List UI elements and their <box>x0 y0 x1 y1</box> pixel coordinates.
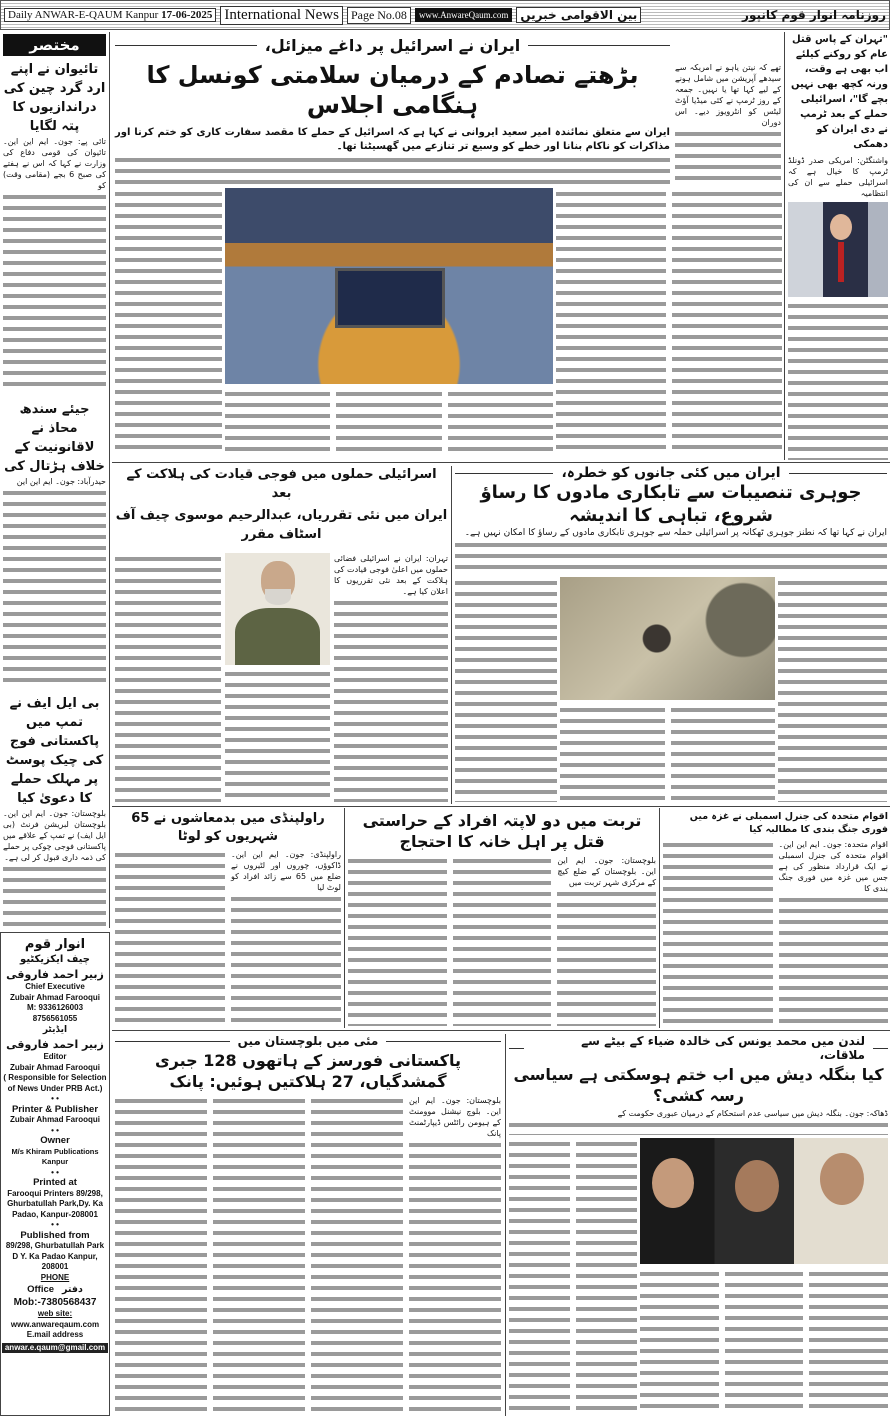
separator-dots: • • <box>51 1220 59 1229</box>
lead-body <box>115 188 222 456</box>
nuclear-body <box>455 577 557 802</box>
column-rule <box>505 1034 506 1416</box>
page-number: Page No.08 <box>347 7 411 24</box>
nuclear-intro <box>455 527 887 573</box>
bangladesh-headline: کیا بنگلہ دیش میں اب ختم ہوسکتی ہے سیاسی رسہ کشی؟ <box>513 1065 884 1105</box>
story-lead: تہران: ایران نے اسرائیلی فضائی حملوں میں اعلیٰ فوجی قیادت کی ہلاکت کے بعد نئی تقرریوں کا اعلان کیا ہے۔ <box>334 554 448 596</box>
imprint-name-urdu: زبیر احمد فاروقی <box>6 968 104 981</box>
trump-story-col2 <box>675 62 781 184</box>
brief-lead: حیدرآباد: جون۔ ایم این این <box>16 477 106 487</box>
editor-name-urdu: زبیر احمد فاروقی <box>6 1038 104 1051</box>
story-lead: بلوچستان: جون۔ ایم این این۔ بلوچستان کے ضلع کیچ کے مرکزی شہر تربت میں <box>557 856 656 887</box>
printer-title: Printer & Publisher <box>11 1103 99 1115</box>
lead-intro <box>115 126 670 184</box>
chief-exec-label: Chief Executive <box>25 982 85 991</box>
brief-body <box>3 808 106 926</box>
balochistan-headline: پاکستانی فورسز کے ہاتھوں 128 جبری گمشدگیاں، 27 ہلاکتیں ہوئیں: پانک <box>155 1051 461 1091</box>
story-lead: اقوام متحدہ: جون۔ ایم این این۔ اقوام متحدہ کی جنرل اسمبلی نے ایک قرارداد منظور کی ہے جس میں غزہ میں فوری جنگ بندی کا <box>778 840 888 893</box>
chief-exec-name: Zubair Ahmad Farooqui <box>10 992 100 1002</box>
website-link[interactable]: www.AnwareQaum.com <box>415 8 512 22</box>
turbat-headline: تربت میں دو لاپتہ افراد کے حراستی قتل پر اہل خانہ کا احتجاج <box>362 811 642 851</box>
section-rule <box>112 806 890 807</box>
intro-text: ایران نے کہا تھا کہ نطنز جوہری ٹھکانہ پر اسرائیلی حملہ سے جوہری تابکاری مادوں کے رساؤ کا امکان نہیں ہے۔ <box>464 528 887 538</box>
printed-at: Farooqui Printers 89/298, Ghurbatullah Park,Dy. Ka Padao, Kanpur-208001 <box>7 1188 103 1219</box>
column-rule <box>344 808 345 1028</box>
lead-kicker <box>115 36 670 55</box>
editor-label-urdu: ایڈیٹر <box>42 1025 68 1035</box>
appointment-kicker: اسرائیلی حملوں میں فوجی قیادت کی ہلاکت کے بعد <box>126 467 437 501</box>
appointment-body <box>225 668 330 802</box>
appointment-body <box>334 553 448 802</box>
published-title: Published from <box>20 1229 90 1241</box>
section-rule <box>112 1030 890 1031</box>
lead-body <box>556 188 782 456</box>
rawalpindi-story <box>115 810 341 1026</box>
story-lead: تھے کہ نیتن یاہو نے امریکہ سے سیدھے آپریشن میں شامل ہونے کے لیے کہا تھا یا نہیں۔ جمعہ کے روز ٹرمپ نے کئی میڈیا آؤٹ لیٹس کو انٹرویوز دیے۔ اس دوران <box>675 63 781 127</box>
imprint-box <box>0 932 110 1416</box>
masthead-logo: روزنامہ انوار قوم کانپور <box>742 8 886 22</box>
editor-name: Zubair Ahmad Farooqui <box>10 1062 100 1072</box>
nuclear-story-head <box>455 465 887 573</box>
separator-dots: • • <box>51 1167 59 1177</box>
printed-title: Printed at <box>33 1177 77 1188</box>
story-body <box>788 300 888 460</box>
brief-lead: بلوچستان: جون۔ ایم این این۔ بلوچستان لبریشن فرنٹ (بی ایل ایف) نے تمپ کے علاقے میں پاکستانی فوجی چوکی پر حملے کی ذمہ داری قبول کر لی ہے۔ <box>3 809 106 863</box>
section-title: International News <box>220 6 343 25</box>
owner-title: Owner <box>40 1135 70 1146</box>
trump-story <box>786 32 890 460</box>
office-label: Office <box>27 1284 55 1295</box>
section-rule <box>112 462 890 463</box>
imprint-logo: انوار قوم <box>24 937 86 952</box>
story-lead: بلوچستان: جون۔ ایم این این۔ بلوچ نیشنل موومنٹ کے ہیومن رائٹس ڈیپارٹمنٹ پانک <box>409 1096 501 1138</box>
column-rule <box>659 808 660 1028</box>
owner-name: M/s Khiram Publications Kanpur <box>11 1146 99 1166</box>
appointment-headline: ایران میں نئی تقرریاں، عبدالرحیم موسوی چیف آف اسٹاف مقرر <box>115 508 448 542</box>
bangladesh-story-head <box>509 1034 888 1135</box>
separator-dots: • • <box>51 1125 59 1135</box>
mousavi-photo <box>225 553 330 665</box>
email-label: E.mail address <box>26 1330 84 1339</box>
balochistan-kicker <box>115 1034 501 1048</box>
issue-date: 17-06-2025 <box>161 9 213 21</box>
printer-name: Zubair Ahmad Farooqui <box>10 1115 100 1124</box>
story-lead: ڈھاکہ: جون۔ بنگلہ دیش میں سیاسی عدم استحکام کے درمیان عبوری حکومت کے <box>617 1109 888 1118</box>
brief-headline: بی ایل ایف نے تمپ میں پاکستانی فوج کی چیک پوسٹ پر مہلک حملے کا دعویٰ کیا <box>5 696 104 807</box>
separator-dots: • • <box>51 1094 59 1103</box>
security-council-photo <box>225 188 553 384</box>
balochistan-story <box>115 1034 501 1414</box>
turbat-story <box>348 810 656 1026</box>
brief-lead: تائی پے: جون۔ ایم این این۔ تائیوان کی قومی دفاع کی وزارت نے کہا کہ اس نے ہفتے کی صبح 6 بجے (مقامی وقت) کو <box>3 137 107 190</box>
paper-line <box>4 8 216 22</box>
story-body <box>788 155 888 199</box>
lead-body <box>225 388 553 456</box>
appointment-story-head <box>115 465 448 549</box>
story-lead: واشنگٹن: امریکی صدر ڈونلڈ ٹرمپ کا خیال ہے کہ اسرائیلی حملے سے ان کی انتظامیہ <box>788 156 888 198</box>
kicker-text: مئی میں بلوچستان میں <box>237 1034 379 1048</box>
column-rule <box>784 32 785 460</box>
un-body <box>663 839 888 1026</box>
bangladesh-body <box>640 1268 888 1414</box>
prb-note: ( Responsible for Selection of News Under PRB Act.) <box>3 1073 107 1093</box>
sidebar-briefs <box>0 32 110 928</box>
web-label: web site: <box>37 1309 73 1318</box>
un-story <box>663 810 888 1026</box>
phone-label: PHONE <box>40 1272 70 1282</box>
yunus-khaleda-photo <box>640 1138 888 1264</box>
rawalpindi-body <box>115 849 341 1026</box>
bangladesh-body <box>509 1138 637 1414</box>
page-header <box>0 0 890 30</box>
brief-headline: جیئے سندھ محاذ نے لاقانونیت کے خلاف ہڑتال کی <box>4 402 105 475</box>
column-rule <box>451 466 452 804</box>
nuclear-headline: جوہری تنصیبات سے تابکاری مادوں کا رساؤ شروع، تباہی کا اندیشہ <box>480 482 862 526</box>
brief-body <box>3 136 106 392</box>
nuclear-body <box>778 577 887 802</box>
brief-body <box>3 476 106 686</box>
brief-headline: تائیوان نے اپنے ارد گرد چین کی دراندازیوں کا پتہ لگایا <box>3 62 106 134</box>
kicker-text: ایران میں کئی جانوں کو خطرہ، <box>561 465 781 481</box>
bangladesh-body <box>509 1108 888 1135</box>
website[interactable]: www.anwareqaum.com <box>10 1319 100 1329</box>
mobile-number: M: 9336126003 <box>26 1003 84 1012</box>
intro-text: ایران سے متعلق نمائندہ امیر سعید ایروانی نے کہا ہے کہ اسرائیل کے حملے کا مقصد سفارت کاری کو ختم کرنا اور مذاکرات کو ناکام بنانا اور خطے کو وسیع تر تنازعے میں گھسیٹنا تھا۔ <box>115 127 670 152</box>
section-title-urdu: بین الاقوامی خبریں <box>516 7 641 23</box>
lead-headline: بڑھتے تصادم کے درمیان سلامتی کونسل کا ہنگامی اجلاس <box>146 61 639 119</box>
published-from: 89/298, Ghurbatullah Park D Y. Ka Padao Kanpur, 208001 <box>5 1241 105 1271</box>
appointment-body <box>115 553 221 802</box>
nuclear-kicker <box>455 465 887 481</box>
sidebar-title: مختصر <box>3 34 106 56</box>
rawalpindi-headline: راولپنڈی میں بدمعاشوں نے 65 شہریوں کو لوٹا <box>131 811 325 844</box>
nuclear-body <box>560 704 775 802</box>
un-headline: اقوام متحدہ کی جنرل اسمبلی نے غزہ میں فوری جنگ بندی کا مطالبہ کیا <box>689 811 888 835</box>
story-lead: راولپنڈی: جون۔ ایم این این۔ ڈاکوؤں، چوروں اور لٹیروں نے ضلع میں 65 سے زائد افراد کو لوٹ لیا <box>231 850 342 892</box>
office-label-urdu: دفتر <box>61 1284 83 1295</box>
editor-label: Editor <box>43 1052 67 1061</box>
story-headline: "تہران کے پاس قتل عام کو روکنے کیلئے اب بھی ہے وقت، ورنہ کچھ بھی نہیں بچے گا"، اسرائیلی حملے کے بعد ٹرمپ نے دی ایران کو دھمکی <box>790 34 888 150</box>
paper-name: Daily ANWAR-E-QAUM Kanpur <box>8 9 159 21</box>
office-mobile: Mob:-7380568437 <box>13 1297 97 1308</box>
email-address[interactable]: anwar.e.qaum@gmail.com <box>2 1343 108 1354</box>
kicker-text: ایران نے اسرائیل پر داغے میزائل، <box>264 36 521 55</box>
balochistan-body <box>115 1095 501 1414</box>
mobile-number-2: 8756561055 <box>32 1013 78 1023</box>
satellite-image <box>560 577 775 700</box>
turbat-body <box>348 855 656 1026</box>
kicker-text: لندن میں محمد یونس کی خالدہ ضیاء کے بیٹے سے ملاقات، <box>581 1034 865 1062</box>
trump-photo <box>788 202 888 297</box>
bangladesh-kicker <box>509 1034 888 1062</box>
imprint-title-urdu: چیف ایکزیکٹیو <box>20 954 90 965</box>
